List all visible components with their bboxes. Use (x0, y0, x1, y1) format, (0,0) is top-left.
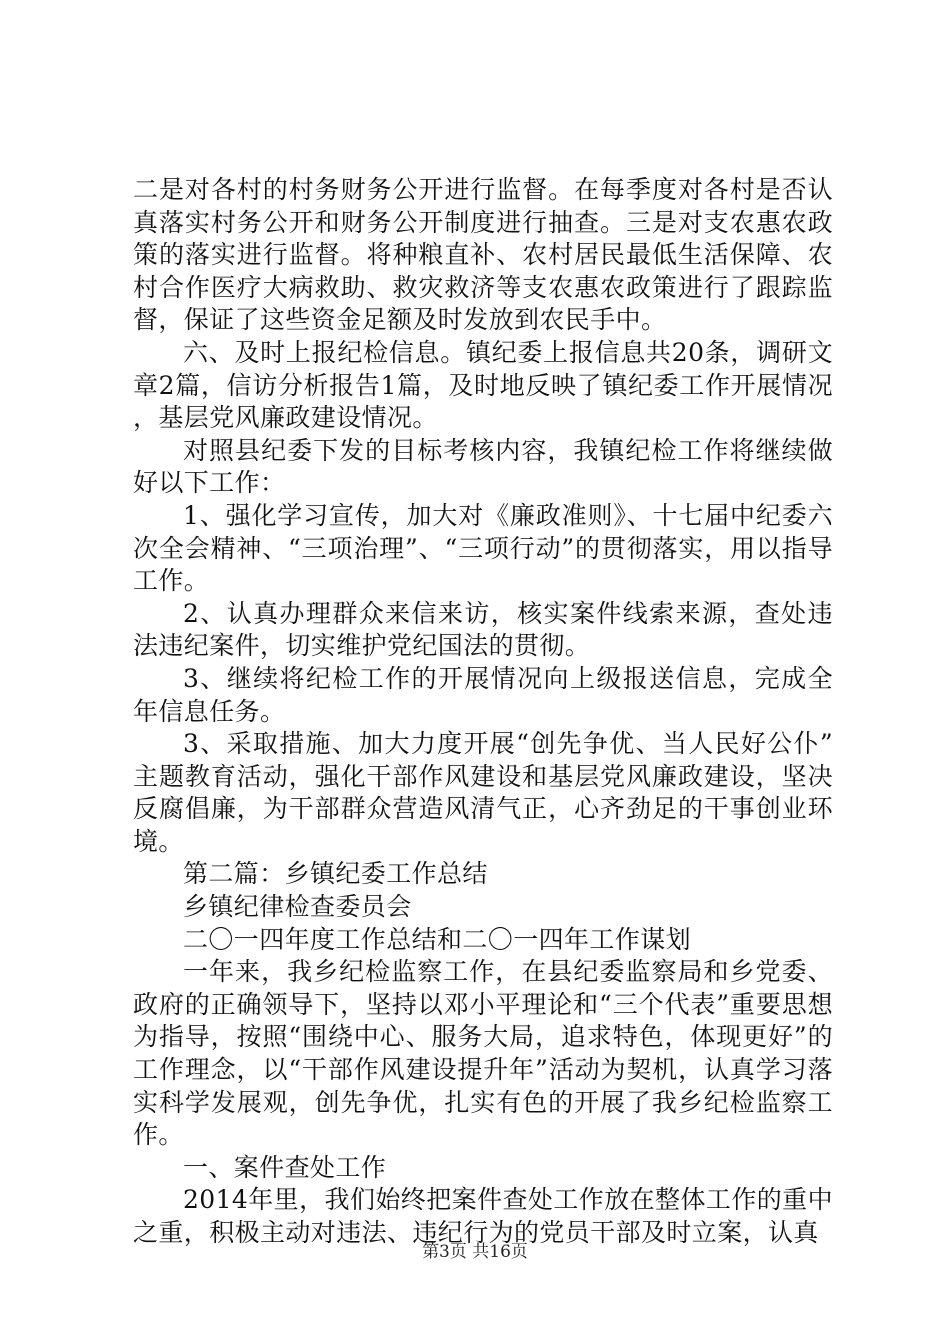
paragraph-target-assessment: 对照县纪委下发的目标考核内容，我镇纪检工作将继续做好以下工作： (133, 435, 833, 498)
paragraph-year-overview: 一年来，我乡纪检监察工作，在县纪委监察局和乡党委、政府的正确领导下，坚持以邓小平理论和“三个代表”重要思想为指导，按照“围绕中心、服务大局，追求特色，体现更好”的工作理念，以“干部作风建设提升年”活动为契机，认真学习落实科学发展观，创先争优，扎实有色的开展了我乡纪检监察工作。 (133, 957, 833, 1150)
heading-annual-summary: 二〇一四年度工作总结和二〇一四年工作谋划 (183, 924, 692, 954)
heading-part-two: 第二篇：乡镇纪委工作总结 (183, 859, 488, 889)
paragraph-item-2: 2、认真办理群众来信来访，核实案件线索来源，查处违法违纪案件，切实维护党纪国法的贯彻。 (133, 598, 833, 661)
heading-case-investigation: 一、案件查处工作 (183, 1152, 387, 1182)
paragraph-village-affairs-supervision: 二是对各村的村务财务公开进行监督。在每季度对各村是否认真落实村务公开和财务公开制度进行抽查。三是对支农惠农政策的落实进行监督。将种粮直补、农村居民最低生活保障、农村合作医疗大病救助、救灾救济等支农惠农政策进行了跟踪监督，保证了这些资金足额及时发放到农民手中。 (133, 175, 833, 335)
document-body (133, 174, 833, 1250)
heading-committee: 乡镇纪律检查委员会 (183, 892, 412, 922)
paragraph-item-3b: 3、采取措施、加大力度开展“创先争优、当人民好公仆”主题教育活动，强化干部作风建设和基层党风廉政建设，坚决反腐倡廉，为干部群众营造风清气正，心齐劲足的干事创业环境。 (133, 729, 833, 856)
page-number-footer: 第3页 共16页 (422, 1242, 528, 1262)
paragraph-section-six-report: 六、及时上报纪检信息。镇纪委上报信息共20条，调研文章2篇，信访分析报告1篇，及时地反映了镇纪委工作开展情况，基层党风廉政建设情况。 (133, 337, 833, 433)
paragraph-item-1: 1、强化学习宣传，加大对《廉政准则》、十七届中纪委六次全会精神、“三项治理”、“三项行动”的贯彻落实，用以指导工作。 (133, 500, 833, 596)
paragraph-case-investigation: 2014年里，我们始终把案件查处工作放在整体工作的重中之重，积极主动对违法、违纪行为的党员干部及时立案，认真 (133, 1185, 833, 1247)
paragraph-item-3a: 3、继续将纪检工作的开展情况向上级报送信息，完成全年信息任务。 (133, 663, 833, 726)
